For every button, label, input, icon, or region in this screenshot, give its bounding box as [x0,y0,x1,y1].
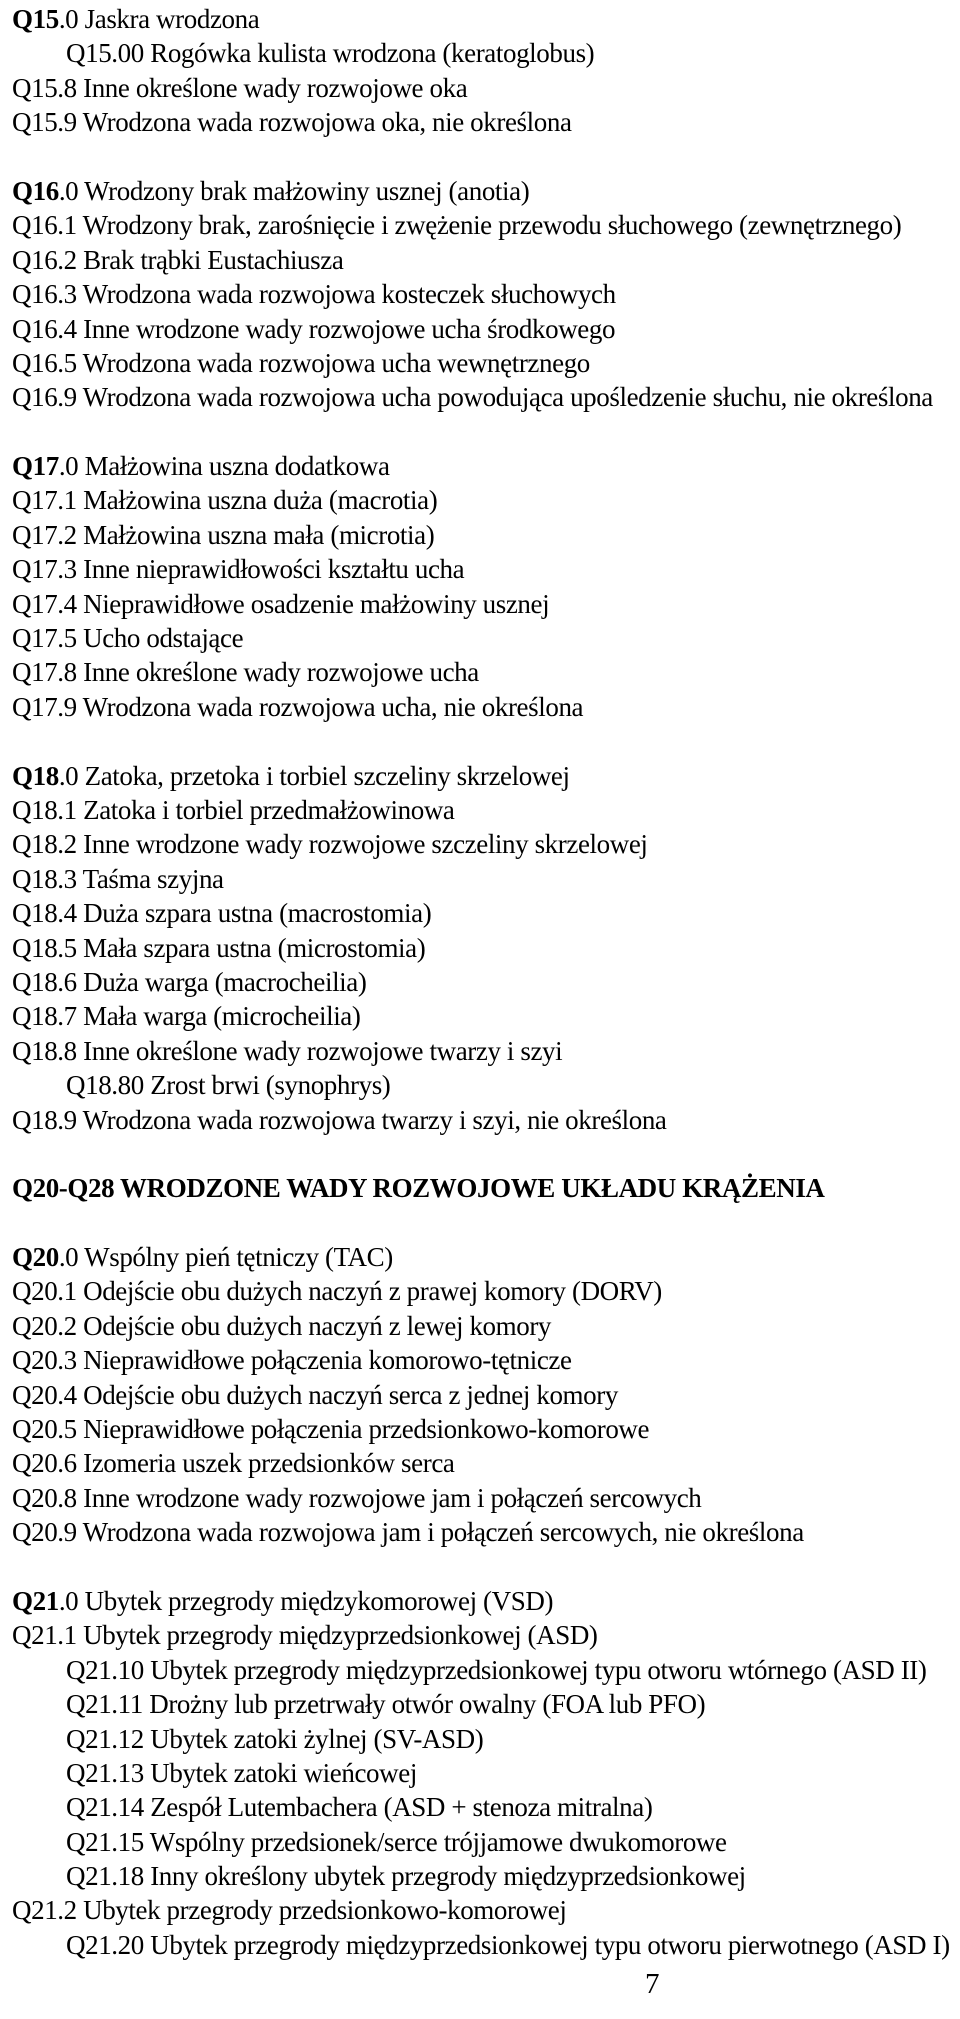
code-number: .0 [58,1242,79,1273]
code-description: Inny określony ubytek przegrody międzyprzedsionkowej [150,1861,746,1892]
code-entry [12,1309,950,1343]
code-number: .0 [58,760,79,791]
code-number: .0 [58,1585,79,1616]
code-number: .0 [58,451,79,482]
code-number: Q17.3 [12,554,77,585]
code-description: Małżowina uszna duża (macrotia) [83,485,438,516]
code-entry [12,1481,950,1515]
code-description: Ubytek przegrody międzyprzedsionkowej (ASD) [83,1620,598,1651]
code-description: Zatoka i torbiel przedmałżowinowa [83,794,455,825]
code-number: Q16.5 [12,347,77,378]
code-category: Q20 [12,1242,59,1273]
code-category: Q21 [12,1585,59,1616]
code-entry [12,1274,950,1308]
code-entry [12,827,950,861]
code-description: Małżowina uszna dodatkowa [84,451,390,482]
code-entry [12,243,950,277]
code-entry [12,105,950,139]
code-number: Q21.13 [66,1757,144,1788]
code-entry [12,449,950,483]
blank-line [12,415,950,449]
code-description: Wrodzona wada rozwojowa ucha powodująca upośledzenie słuchu, nie określona [82,382,933,413]
code-number: Q17.2 [12,519,77,550]
code-entry [12,1378,950,1412]
code-number: .0 [58,175,79,206]
code-number: Q18.9 [12,1104,77,1135]
code-number: Q16.1 [12,210,77,241]
code-description: Odejście obu dużych naczyń serca z jednej komory [83,1379,618,1410]
code-entry [12,174,950,208]
code-description: Izomeria uszek przedsionków serca [83,1448,455,1479]
code-description: Wrodzona wada rozwojowa oka, nie określona [82,107,572,138]
code-entry [12,1068,950,1102]
code-entry [12,1687,950,1721]
code-description: Małżowina uszna mała (microtia) [83,519,435,550]
code-description: Wrodzony brak małżowiny usznej (anotia) [84,175,530,206]
code-entry [12,518,950,552]
code-number: Q16.9 [12,382,77,413]
code-description: Wrodzona wada rozwojowa kosteczek słuchowych [82,279,616,310]
code-number: Q20.2 [12,1310,77,1341]
code-number: Q20.9 [12,1517,77,1548]
code-number: Q18.4 [12,898,77,929]
blank-line [12,140,950,174]
code-entry [12,346,950,380]
code-entry [12,1618,950,1652]
code-entry [12,483,950,517]
code-category: Q17 [12,451,59,482]
code-number: Q21.20 [66,1929,144,1960]
code-number: .0 [58,4,79,34]
code-entry [12,1653,950,1687]
code-description: Ubytek zatoki żylnej (SV-ASD) [150,1723,484,1754]
code-description: Nieprawidłowe osadzenie małżowiny usznej [83,588,550,619]
code-description: Rogówka kulista wrodzona (keratoglobus) [150,38,595,69]
code-number: Q17.5 [12,623,77,654]
code-entry [12,1412,950,1446]
code-entry [12,759,950,793]
code-number: Q18.8 [12,1035,77,1066]
code-number: Q15.00 [66,38,144,69]
code-description: Wspólny pień tętniczy (TAC) [84,1242,393,1273]
code-entry [12,621,950,655]
code-entry [12,862,950,896]
code-category: Q16 [12,175,59,206]
code-description: Ubytek przegrody przedsionkowo-komorowej [83,1895,567,1926]
code-entry [12,380,950,414]
page-number: 7 [645,1968,660,2000]
code-number: Q16.3 [12,279,77,310]
code-number: Q18.7 [12,1001,77,1032]
blank-line [12,1550,950,1584]
code-category: Q18 [12,760,59,791]
code-entry [12,36,950,70]
code-number: Q18.6 [12,966,77,997]
code-entry [12,1515,950,1549]
code-description: Inne określone wady rozwojowe oka [83,72,468,103]
code-description: Wspólny przedsionek/serce trójjamowe dwukomorowe [149,1826,727,1857]
code-entry [12,552,950,586]
code-number: Q21.15 [66,1826,144,1857]
code-entry [12,896,950,930]
code-number: Q21.18 [66,1861,144,1892]
code-entry [12,1790,950,1824]
code-entry [12,312,950,346]
code-description: Brak trąbki Eustachiusza [83,244,344,275]
code-category: Q15 [12,4,59,34]
code-number: Q15.9 [12,107,77,138]
blank-line [12,1137,950,1171]
code-entry [12,277,950,311]
code-number: Q18.2 [12,829,77,860]
code-number: Q18.80 [66,1070,144,1101]
code-entry [12,965,950,999]
code-number: Q20.1 [12,1276,77,1307]
code-description: Inne wrodzone wady rozwojowe szczeliny skrzelowej [83,829,648,860]
code-number: Q17.1 [12,485,77,516]
code-entry [12,1928,950,1962]
code-entry [12,1034,950,1068]
code-number: Q20.6 [12,1448,77,1479]
code-description: Inne określone wady rozwojowe ucha [83,657,479,688]
code-description: Taśma szyjna [82,863,224,894]
code-number: Q20.8 [12,1482,77,1513]
code-description: Ubytek przegrody międzyprzedsionkowej typu otworu pierwotnego (ASD I) [150,1929,950,1960]
code-description: Odejście obu dużych naczyń z lewej komory [83,1310,552,1341]
code-description: Inne wrodzone wady rozwojowe jam i połączeń sercowych [83,1482,702,1513]
code-number: Q21.11 [66,1689,143,1720]
code-entry [12,1446,950,1480]
code-entry [12,931,950,965]
code-entry [12,71,950,105]
blank-line [12,1206,950,1240]
code-description: Ubytek zatoki wieńcowej [150,1757,417,1788]
code-description: Zatoka, przetoka i torbiel szczeliny skrzelowej [84,760,570,791]
code-number: Q16.2 [12,244,77,275]
code-entry [12,1343,950,1377]
code-number: Q18.1 [12,794,77,825]
code-entry [12,793,950,827]
code-entry [12,999,950,1033]
code-number: Q21.2 [12,1895,77,1926]
code-entry [12,1584,950,1618]
code-number: Q17.8 [12,657,77,688]
code-entry [12,690,950,724]
blank-line [12,724,950,758]
code-number: Q16.4 [12,313,77,344]
code-entry [12,655,950,689]
code-description: Duża warga (macrocheilia) [83,966,367,997]
code-description: Odejście obu dużych naczyń z prawej komory (DORV) [83,1276,662,1307]
code-description: Duża szpara ustna (macrostomia) [83,898,432,929]
code-entry [12,1103,950,1137]
code-number: Q17.4 [12,588,77,619]
code-number: Q21.12 [66,1723,144,1754]
code-description: Inne nieprawidłowości kształtu ucha [83,554,465,585]
code-description: Wrodzona wada rozwojowa ucha wewnętrznego [82,347,590,378]
code-entry [12,208,950,242]
code-description: Inne określone wady rozwojowe twarzy i szyi [83,1035,563,1066]
code-entry [12,587,950,621]
code-description: Wrodzona wada rozwojowa ucha, nie określona [82,691,584,722]
code-description: Mała szpara ustna (microstomia) [83,932,426,963]
code-entry [12,1893,950,1927]
code-number: Q20.4 [12,1379,77,1410]
code-description: Mała warga (microcheilia) [83,1001,361,1032]
code-description: Ubytek przegrody międzykomorowej (VSD) [84,1585,554,1616]
code-description: Jaskra wrodzona [84,4,260,34]
code-entry [12,1825,950,1859]
code-description: Zrost brwi (synophrys) [150,1070,391,1101]
code-description: Nieprawidłowe połączenia przedsionkowo-komorowe [83,1414,650,1445]
code-description: Inne wrodzone wady rozwojowe ucha środkowego [83,313,616,344]
code-description: Nieprawidłowe połączenia komorowo-tętnicze [83,1345,572,1376]
code-number: Q20.3 [12,1345,77,1376]
code-description: Ucho odstające [83,623,244,654]
code-description: Wrodzony brak, zarośnięcie i zwężenie przewodu słuchowego (zewnętrznego) [82,210,902,241]
code-description: Drożny lub przetrwały otwór owalny (FOA lub PFO) [149,1689,706,1720]
code-number: Q15.8 [12,72,77,103]
code-entry [12,1240,950,1274]
section-heading: Q20-Q28 WRODZONE WADY ROZWOJOWE UKŁADU KRĄŻENIA [12,1173,825,1204]
code-number: Q21.14 [66,1792,144,1823]
code-description: Wrodzona wada rozwojowa twarzy i szyi, nie określona [82,1104,667,1135]
code-number: Q18.5 [12,932,77,963]
code-entry [12,1756,950,1790]
code-entry [12,1722,950,1756]
code-entry [12,2,950,36]
code-description: Ubytek przegrody międzyprzedsionkowej typu otworu wtórnego (ASD II) [150,1654,927,1685]
document-body [12,2,950,1962]
code-number: Q20.5 [12,1414,77,1445]
code-number: Q21.10 [66,1654,144,1685]
code-description: Zespół Lutembachera (ASD + stenoza mitralna) [150,1792,653,1823]
code-number: Q17.9 [12,691,77,722]
code-number: Q21.1 [12,1620,77,1651]
code-description: Wrodzona wada rozwojowa jam i połączeń sercowych, nie określona [82,1517,804,1548]
code-number: Q18.3 [12,863,77,894]
code-entry [12,1859,950,1893]
